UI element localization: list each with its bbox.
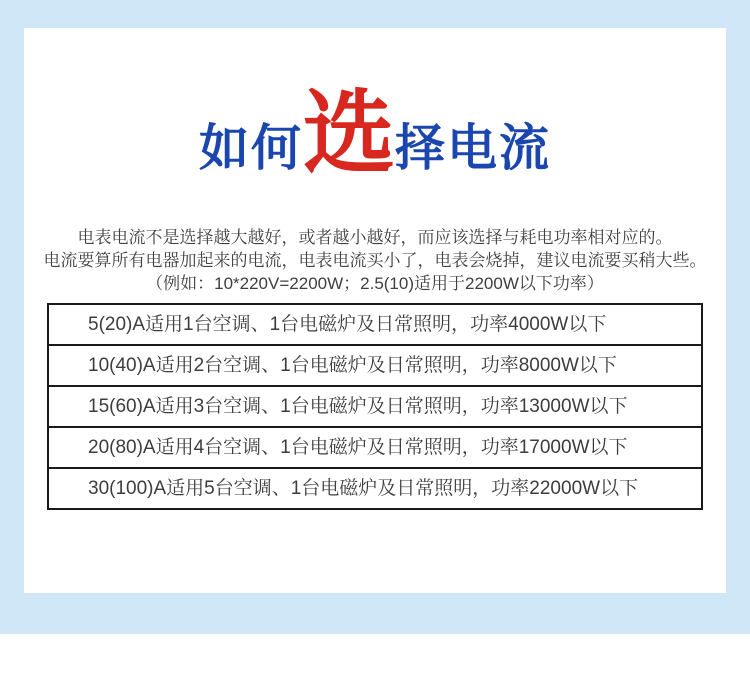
content-card: [24, 28, 726, 593]
page-title: [24, 83, 726, 185]
table-row: 10(40)A适用2台空调、1台电磁炉及日常照明，功率8000W以下: [49, 344, 701, 385]
table-row: 20(80)A适用4台空调、1台电磁炉及日常照明，功率17000W以下: [49, 426, 701, 467]
title-suffix: 择电流: [395, 120, 551, 176]
title-prefix: 如何: [198, 120, 303, 176]
table-row: 15(60)A适用3台空调、1台电磁炉及日常照明，功率13000W以下: [49, 385, 701, 426]
intro-line-1: 电表电流不是选择越大越好，或者越小越好，而应该选择与耗电功率相对应的。: [77, 228, 673, 247]
intro-paragraph: [24, 226, 726, 295]
table-row: 5(20)A适用1台空调、1台电磁炉及日常照明，功率4000W以下: [88, 314, 607, 335]
intro-line-2: 电流要算所有电器加起来的电流，电表电流买小了，电表会烧掉，建议电流要买稍大些。: [43, 251, 707, 270]
table-row: 30(100)A适用5台空调、1台电磁炉及日常照明，功率22000W以下: [49, 467, 701, 508]
current-spec-table: [47, 303, 703, 510]
title-highlight: 选: [302, 83, 395, 185]
intro-line-3: （例如：10*220V=2200W；2.5(10)适用于2200W以下功率）: [146, 274, 604, 293]
